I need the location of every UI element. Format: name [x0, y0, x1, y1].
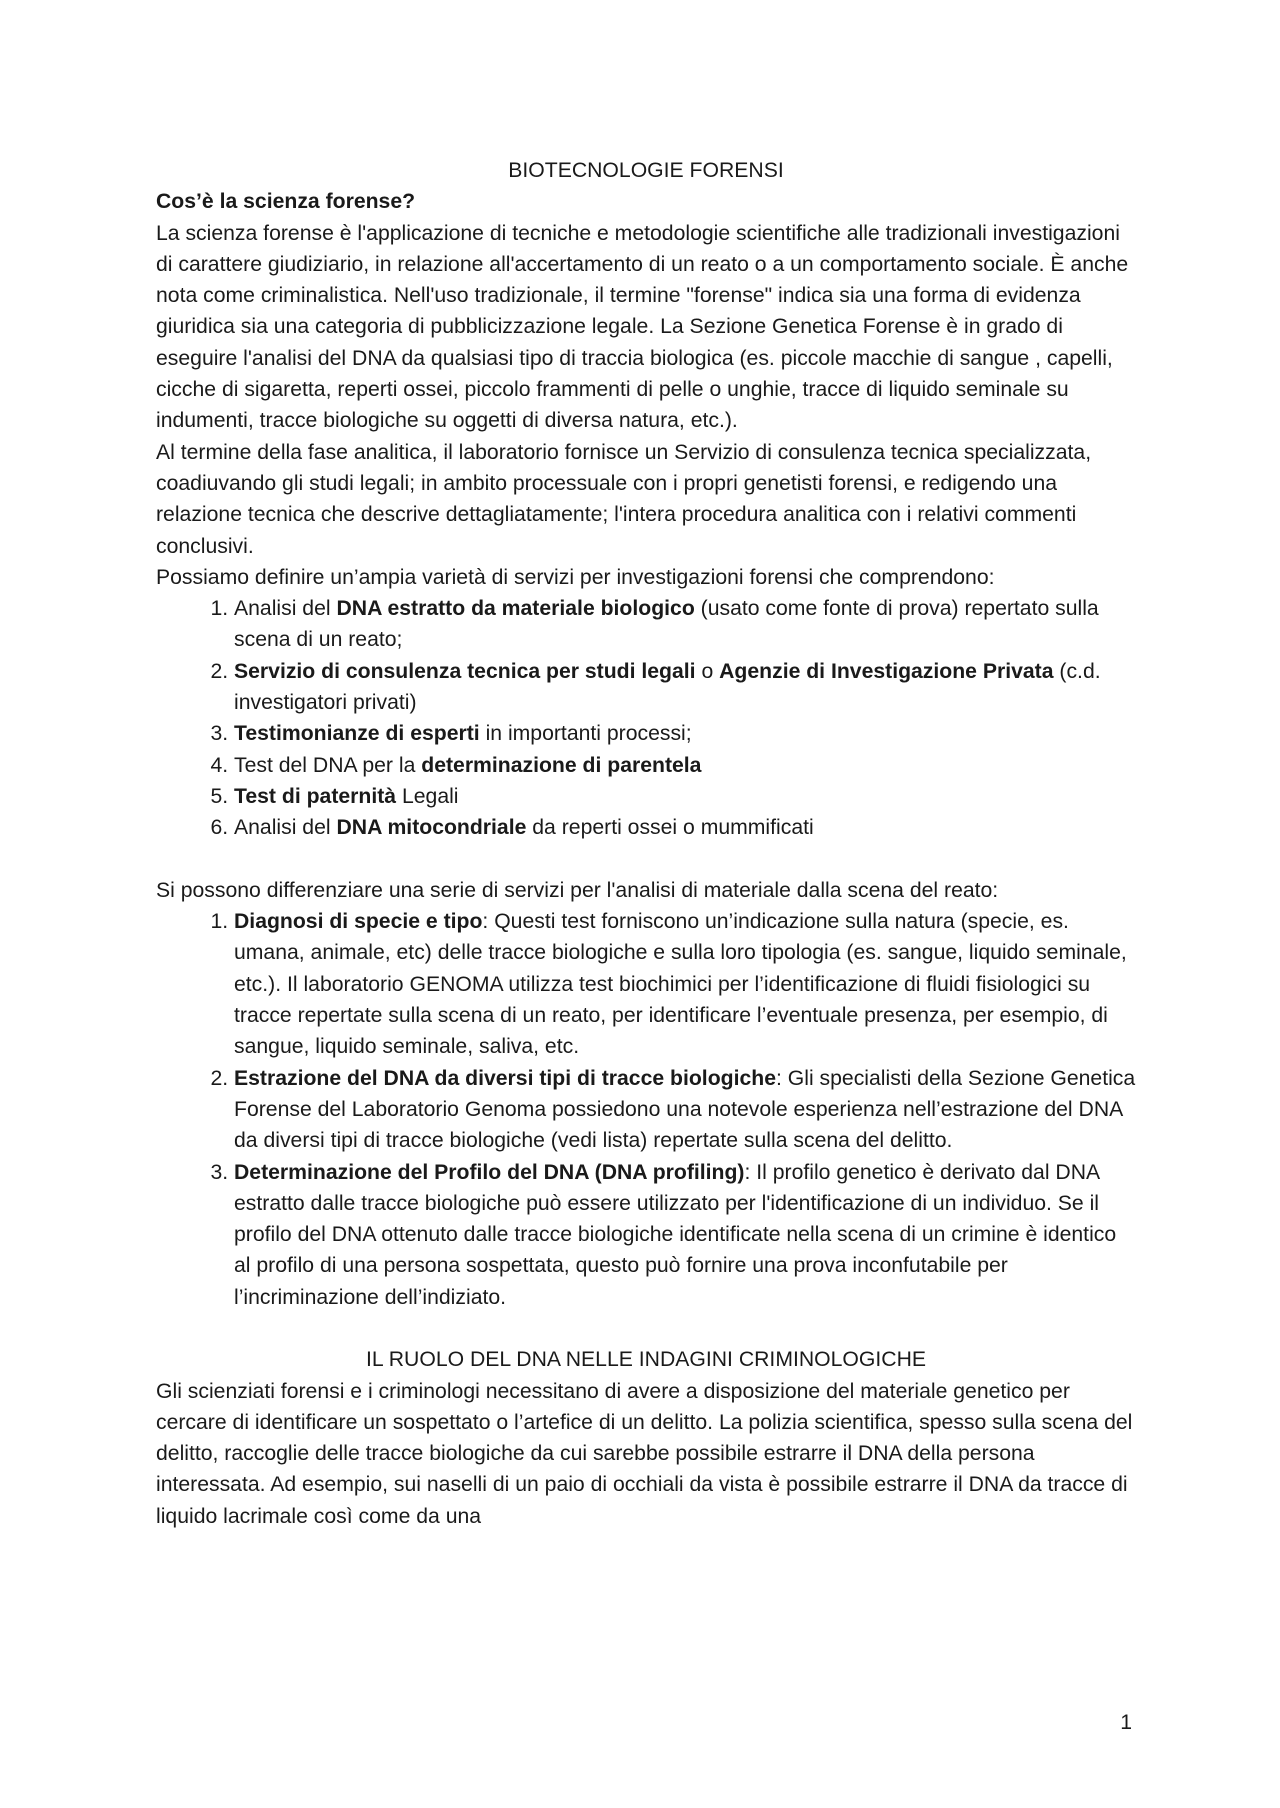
intro-paragraph: La scienza forense è l'applicazione di tecniche e metodologie scientifiche alle tradizionali investigazioni di carattere giudiziario, in relazione all'accertamento di un reato o a un comportamento sociale. È anche nota come criminalistica. Nell'uso tradizionale, il termine "forense" indica sia una forma di evidenza giuridica sia una categoria di pubblicizzazione legale. La Sezione Genetica Forense è in grado di eseguire l'analisi del DNA da qualsiasi tipo di traccia biologica (es. piccole macchie di sangue , capelli, cicche di sigaretta, reperti ossei, piccolo frammenti di pelle o unghie, tracce di liquido seminale su indumenti, tracce biologiche su oggetti di diversa natura, etc.).: [156, 221, 1129, 433]
spacer: [156, 844, 1136, 875]
services-list: [156, 593, 1136, 843]
spacer: [156, 1313, 1136, 1344]
list-item: 6. Analisi del DNA mitocondriale da reperti ossei o mummificati: [234, 812, 1136, 843]
list-item: 3. Determinazione del Profilo del DNA (DNA profiling): Il profilo genetico è derivato dal DNA estratto dalle tracce biologiche può essere utilizzato per l'identificazione di un individuo. Se il profilo del DNA ottenuto dalle tracce biologiche identificate nella scena di un crimine è identico al profilo di una persona sospettata, questo può fornire una prova inconfutabile per l’incriminazione dell’indiziato.: [234, 1157, 1136, 1313]
page-number: 1: [1120, 1711, 1132, 1734]
analytic-paragraph: Al termine della fase analitica, il laboratorio fornisce un Servizio di consulenza tecnica specializzata, coadiuvando gli studi legali; in ambito processuale con i propri genetisti forensi, e redigendo una relazione tecnica che descrive dettagliatamente; l'intera procedura analitica con i relativi commenti conclusivi.: [156, 440, 1092, 558]
document-page: [156, 155, 1136, 1532]
list-item: 5. Test di paternità Legali: [234, 781, 1136, 812]
list-item: 3. Testimonianze di esperti in importanti processi;: [234, 718, 1136, 749]
section-heading: IL RUOLO DEL DNA NELLE INDAGINI CRIMINOLOGICHE: [365, 1348, 927, 1372]
list-item: 2. Servizio di consulenza tecnica per studi legali o Agenzie di Investigazione Privata (c.d. investigatori privati): [234, 656, 1136, 719]
list-item: 4. Test del DNA per la determinazione di parentela: [234, 750, 1136, 781]
question-heading: Cos’è la scienza forense?: [156, 190, 416, 214]
list-item: 1. Diagnosi di specie e tipo: Questi test forniscono un’indicazione sulla natura (specie, es. umana, animale, etc) delle tracce biologiche e sulla loro tipologia (es. sangue, liquido seminale, etc.). Il laboratorio GENOMA utilizza test biochimici per l’identificazione di fluidi fisiologici su tracce repertate sulla scena di un reato, per identificare l’eventuale presenza, per esempio, di sangue, liquido seminale, saliva, etc.: [234, 906, 1136, 1062]
list-item: 1. Analisi del DNA estratto da materiale biologico (usato come fonte di prova) repertato sulla scena di un reato;: [234, 593, 1136, 656]
document-title: BIOTECNOLOGIE FORENSI: [508, 159, 784, 182]
crime-scene-intro: Si possono differenziare una serie di servizi per l'analisi di materiale dalla scena del reato:: [156, 878, 999, 902]
list-item: 2. Estrazione del DNA da diversi tipi di tracce biologiche: Gli specialisti della Sezione Genetica Forense del Laboratorio Genoma possiedono una notevole esperienza nell’estrazione del DNA da diversi tipi di tracce biologiche (vedi lista) repertate sulla scena del delitto.: [234, 1063, 1136, 1157]
services-intro: Possiamo definire un’ampia varietà di servizi per investigazioni forensi che comprendono:: [156, 565, 995, 589]
section-paragraph: Gli scienziati forensi e i criminologi necessitano di avere a disposizione del materiale genetico per cercare di identificare un sospettato o l’artefice di un delitto. La polizia scientifica, spesso sulla scena del delitto, raccoglie delle tracce biologiche da cui sarebbe possibile estrarre il DNA della persona interessata. Ad esempio, sui naselli di un paio di occhiali da vista è possibile estrarre il DNA da tracce di liquido lacrimale così come da una: [156, 1379, 1133, 1528]
crime-scene-list: [156, 906, 1136, 1313]
